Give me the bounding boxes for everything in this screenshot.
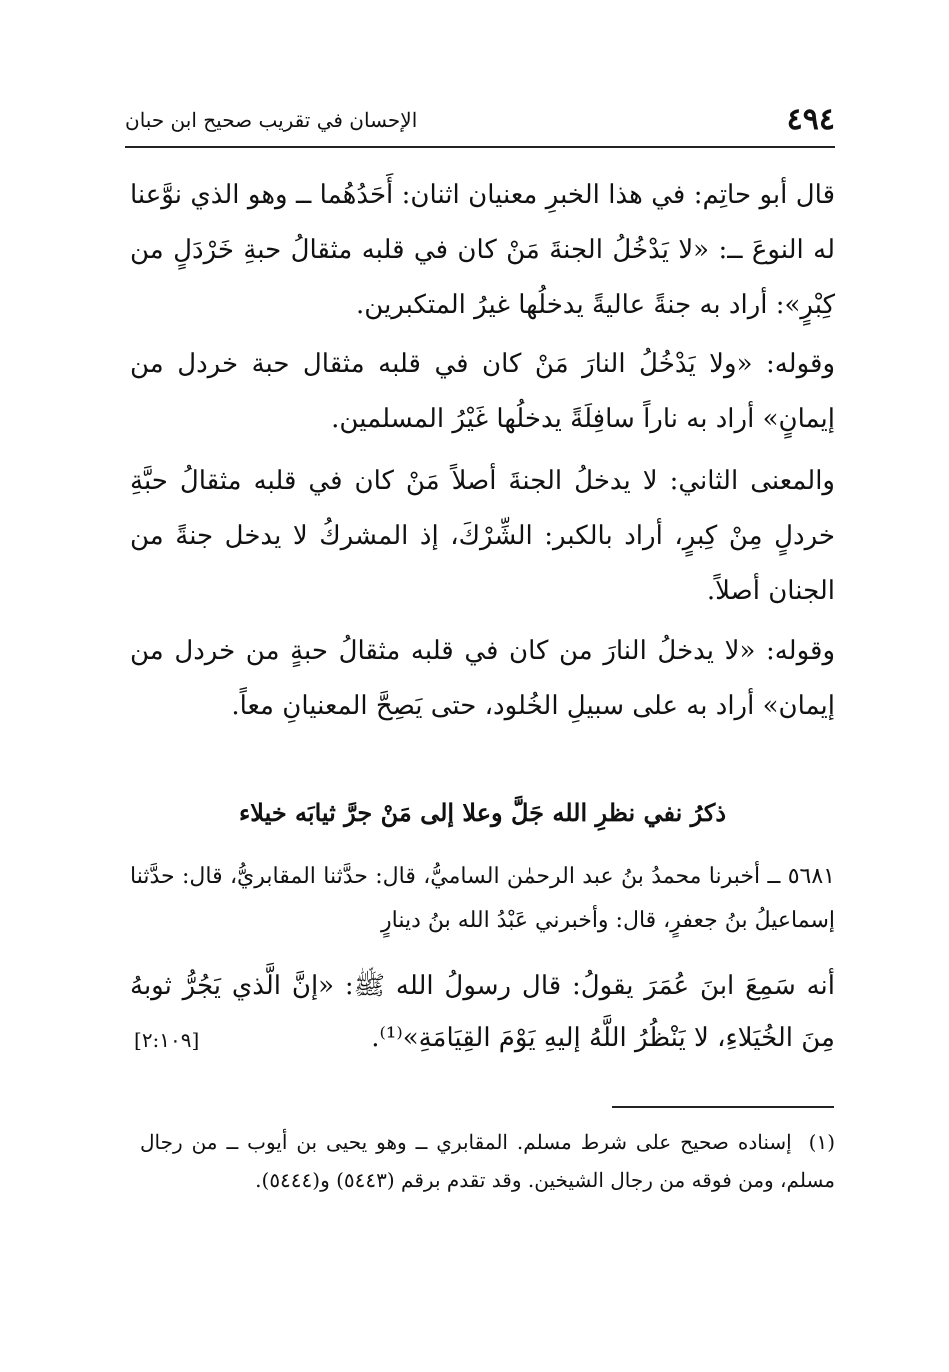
paragraph-2 xyxy=(130,337,835,447)
hadith-matn: أنه سَمِعَ ابنَ عُمَرَ يقولُ: قال رسولُ الله ﷺ: «إنَّ الَّذي يَجُرُّ ثوبهُ مِنَ الخُيَلاءِ، لا يَنْظُرُ اللَّهُ إليهِ يَوْمَ القِيَامَةِ»⁽¹⁾. xyxy=(130,971,835,1053)
footnotes xyxy=(140,1123,835,1199)
paragraph-text: والمعنى الثاني: لا يدخلُ الجنةَ أصلاً مَنْ كان في قلبه مثقالُ حبَّةِ خردلٍ مِنْ كِبرٍ، أراد بالكبر: الشِّرْكَ، إذ المشركُ لا يدخل جنةً من الجنان أصلاً. xyxy=(130,466,835,606)
page-header xyxy=(125,100,835,144)
paragraph-4 xyxy=(130,624,835,734)
footnote xyxy=(140,1123,835,1199)
footnote-marker: (١) xyxy=(808,1130,835,1154)
paragraph-3 xyxy=(130,454,835,619)
running-title: الإحسان في تقريب صحيح ابن حبان xyxy=(125,108,418,132)
footnote-text: إسناده صحيح على شرط مسلم. المقابري ــ وهو يحيى بن أيوب ــ من رجال مسلم، ومن فوقه من رجال الشيخين. وقد تقدم برقم (٥٤٤٣) و(٥٤٤٤). xyxy=(140,1130,835,1192)
section-heading: ذكرُ نفي نظرِ الله جَلَّ وعلا إلى مَنْ جرَّ ثيابَه خيلاء xyxy=(238,798,727,827)
hadith-reference: [٢:١٠٩] xyxy=(134,1028,200,1052)
hadith-isnad: ٥٦٨١ ــ أخبرنا محمدُ بنُ عبد الرحمٰن الساميُّ، قال: حدَّثنا المقابريُّ، قال: حدَّثنا إسماعيلُ بنُ جعفرٍ، قال: وأخبرني عَبْدُ الله بنُ دينارٍ xyxy=(130,864,835,933)
paragraph-text: قال أبو حاتِم: في هذا الخبرِ معنيان اثنان: أَحَدُهُما ــ وهو الذي نوَّعنا له النوعَ ــ: «لا يَدْخُلُ الجنةَ مَنْ كان في قلبه مثقالُ حبةِ خَرْدَلٍ من كِبْرٍ»: أراد به جنةً عاليةً يدخلُها غيرُ المتكبرين. xyxy=(130,180,835,320)
paragraph-text: وقوله: «ولا يَدْخُلُ النارَ مَنْ كان في قلبه مثقال حبة خردل من إيمانٍ» أراد به ناراً سافِلَةً يدخلُها غَيْرُ المسلمين. xyxy=(130,349,835,434)
header-rule xyxy=(125,146,835,148)
paragraph-1 xyxy=(130,168,835,333)
page-number: ٤٩٤ xyxy=(786,102,835,137)
paragraph-text: وقوله: «لا يدخلُ النارَ من كان في قلبه مثقالُ حبةٍ من خردل من إيمان» أراد به على سبيلِ الخُلود، حتى يَصِحَّ المعنيانِ معاً. xyxy=(130,636,835,721)
footnote-rule xyxy=(612,1106,834,1108)
